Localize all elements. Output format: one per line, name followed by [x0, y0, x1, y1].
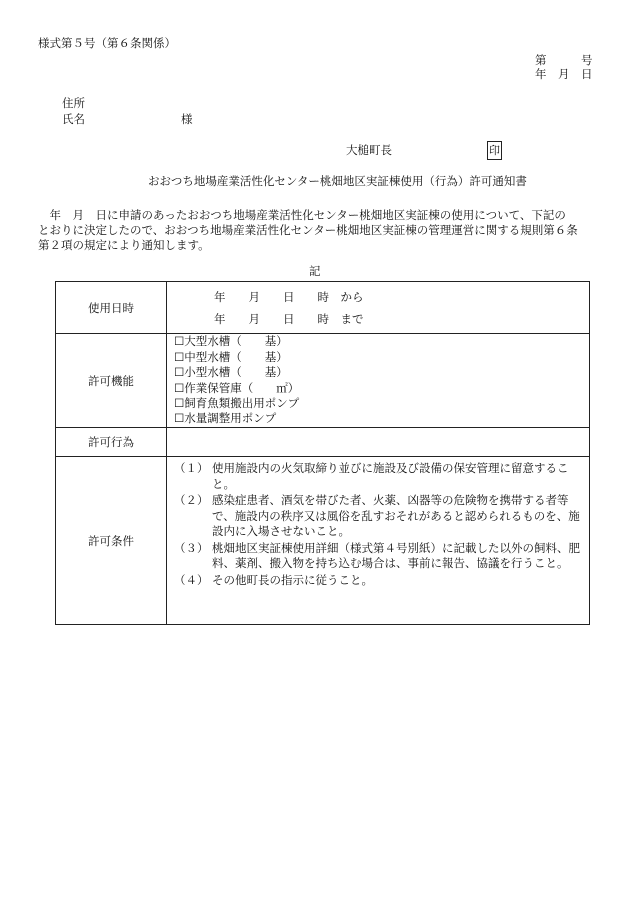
condition-number: （４） [174, 572, 209, 587]
facility-item-small-tank: ☐小型水槽（ 基） [174, 365, 288, 380]
condition-number: （１） [174, 461, 209, 475]
document-date: 年 月 日 [535, 67, 593, 81]
conditions-row [56, 457, 590, 625]
facility-item-fish-pump: ☐飼育魚類搬出用ポンプ [174, 395, 300, 410]
condition-text: その他町長の指示に従うこと。 [212, 572, 373, 587]
usage-date-cell [167, 282, 590, 334]
conditions-label: 許可条件 [56, 457, 167, 625]
condition-item [174, 573, 583, 589]
facilities-row [56, 334, 590, 428]
document-title: おおつち地場産業活性化センター桃畑地区実証棟使用（行為）許可通知書 [148, 174, 527, 188]
honorific: 様 [181, 112, 193, 126]
action-row [56, 428, 590, 457]
condition-number: （３） [174, 540, 209, 555]
condition-text: 桃畑地区実証棟使用詳細（様式第４号別紙）に記載した以外の飼料、肥料、薬剤、搬入物を持ち込む場合は、事前に報告、協議を行うこと。 [212, 540, 580, 570]
seal-box: 印 [487, 141, 502, 160]
sender-title: 大槌町長 [346, 143, 392, 157]
facilities-cell [167, 334, 590, 428]
facility-item-water-pump: ☐水量調整用ポンプ [174, 411, 277, 426]
facilities-label: 許可機能 [56, 334, 167, 428]
body-line-2: とおりに決定したので、おおつち地場産業活性化センター桃畑地区実証棟の管理運営に関する規則第６条 [38, 223, 578, 237]
condition-text: 感染症患者、酒気を帯びた者、火薬、凶器等の危険物を携帯する者等で、施設内の秩序又は風俗を乱すおそれがあると認められるものを、施設内に入場させないこと。 [212, 493, 580, 538]
condition-item [174, 461, 583, 492]
usage-date-label: 使用日時 [56, 282, 167, 334]
form-number: 様式第５号（第６条関係） [38, 36, 176, 50]
conditions-cell [167, 457, 590, 625]
usage-date-to: 年 月 日 時 まで [214, 311, 364, 326]
action-label: 許可行為 [56, 428, 167, 457]
condition-number: （２） [174, 493, 209, 507]
name-label: 氏名 [62, 112, 85, 126]
facility-item-large-tank: ☐大型水槽（ 基） [174, 334, 288, 349]
condition-item [174, 541, 583, 572]
document-number: 第 号 [535, 53, 593, 67]
usage-date-from: 年 月 日 時 から [214, 289, 364, 304]
usage-date-row [56, 282, 590, 334]
ki-heading: 記 [309, 264, 321, 278]
condition-item [174, 493, 583, 540]
condition-text: 使用施設内の火気取締り並びに施設及び設備の保安管理に留意すること。 [212, 461, 569, 491]
body-line-3: 第２項の規定により通知します。 [38, 238, 210, 252]
action-cell [167, 428, 590, 457]
facility-item-storage: ☐作業保管庫（ ㎡） [174, 380, 300, 395]
facility-item-medium-tank: ☐中型水槽（ 基） [174, 349, 288, 364]
body-line-1: 年 月 日に申請のあったおおつち地場産業活性化センター桃畑地区実証棟の使用について、下記の [38, 208, 566, 222]
address-label: 住所 [62, 96, 85, 110]
permit-table [55, 281, 590, 625]
